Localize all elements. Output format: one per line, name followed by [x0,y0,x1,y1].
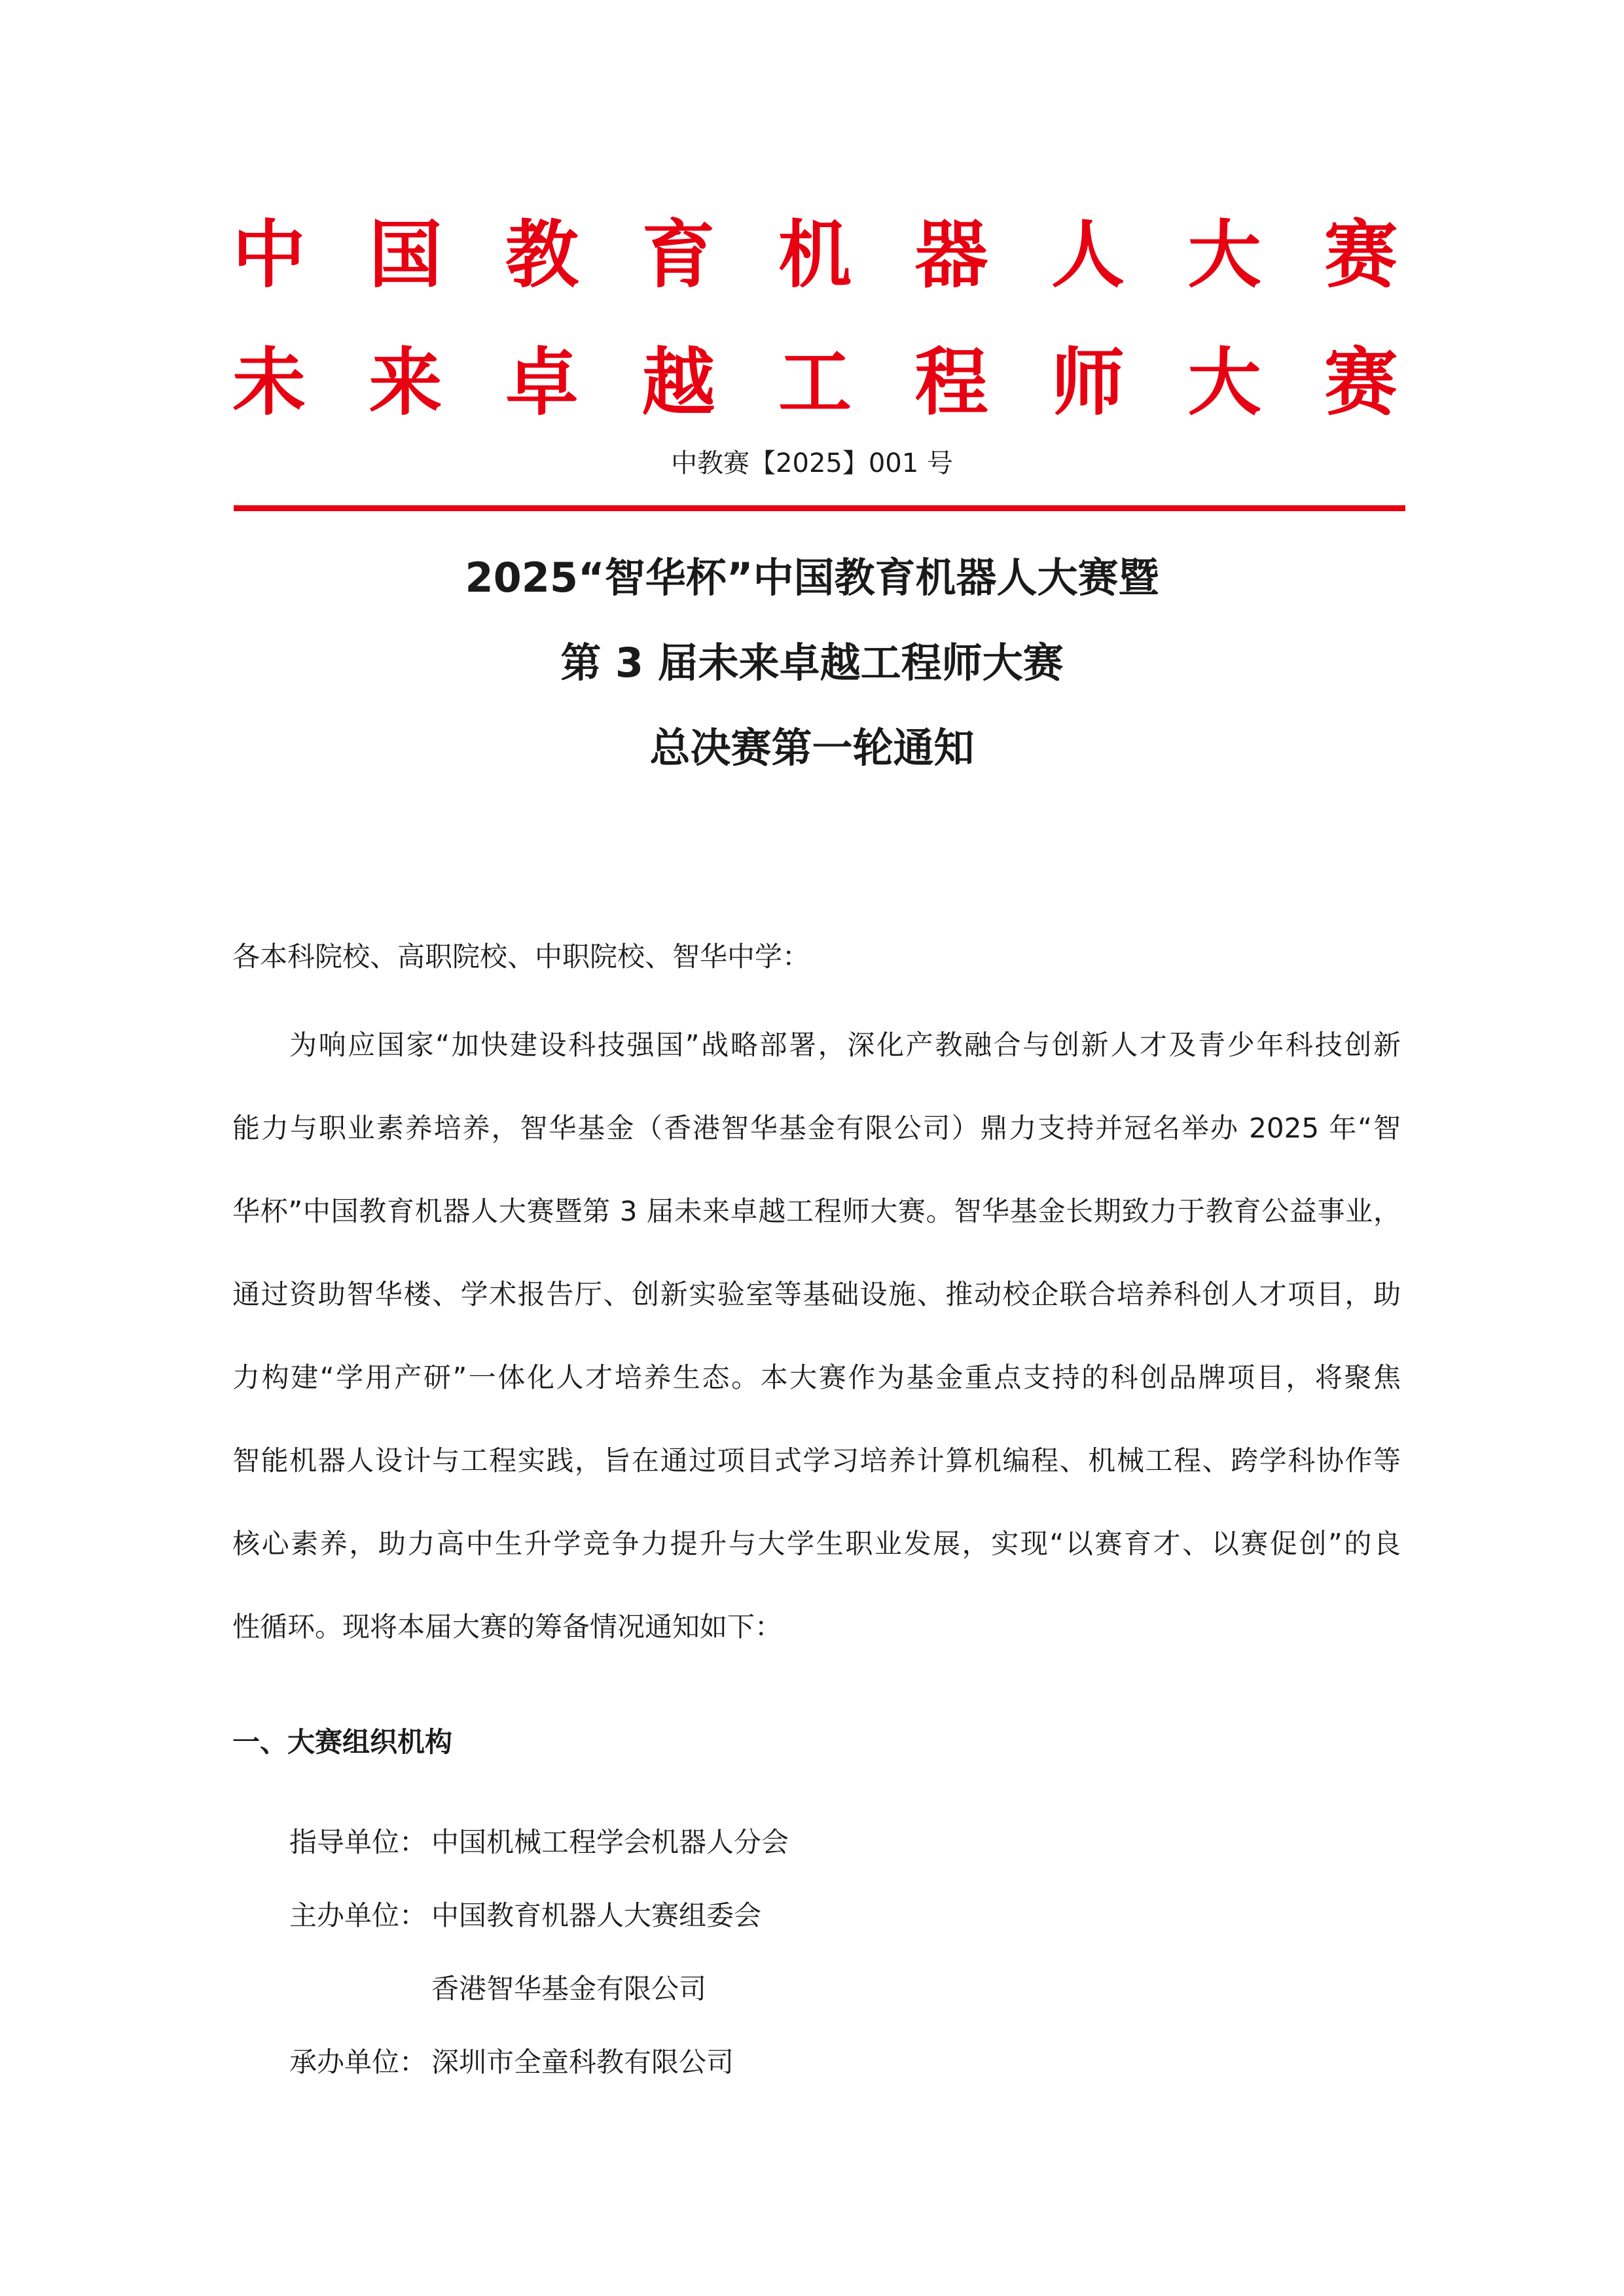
org-row-value: 香港智华基金有限公司 [431,1973,707,2005]
masthead-char: 越 [641,340,715,425]
paragraph-line: 通过资助智华楼、学术报告厅、创新实验室等基础设施、推动校企联合培养科创人才项目，助 [232,1278,1401,1310]
masthead-char: 大 [1187,340,1261,425]
masthead-char: 器 [914,213,988,298]
paragraph-line: 华杯”中国教育机器人大赛暨第 3 届未来卓越工程师大赛。智华基金长期致力于教育公益事业， [232,1195,1401,1227]
red-divider-rule [234,505,1405,511]
masthead-char: 赛 [1324,213,1398,298]
masthead-char: 未 [232,340,306,425]
document-number: 中教赛【2025】001 号 [671,448,953,478]
org-row-value: 深圳市全童科教有限公司 [431,2046,734,2078]
masthead-line-2 [232,331,1398,435]
paragraph-line: 力构建“学用产研”一体化人才培养生态。本大赛作为基金重点支持的科创品牌项目，将聚焦 [232,1361,1401,1393]
org-row-label: 主办单位： [289,1899,427,1931]
paragraph-line: 能力与职业素养培养，智华基金（香港智华基金有限公司）鼎力支持并冠名举办 2025 年“智 [232,1112,1401,1144]
masthead-char: 中 [232,213,306,298]
salutation: 各本科院校、高职院校、中职院校、智华中学： [232,941,810,973]
masthead-char: 赛 [1324,340,1398,425]
masthead-char: 机 [778,213,852,298]
paragraph-line: 核心素养，助力高中生升学竞争力提升与大学生职业发展，实现“以赛育才、以赛促创”的良 [232,1528,1401,1560]
title-line-2: 第 3 届未来卓越工程师大赛 [560,639,1064,687]
paragraph-line: 为响应国家“加快建设科技强国”战略部署，深化产教融合与创新人才及青少年科技创新 [289,1029,1401,1061]
masthead-char: 程 [914,340,988,425]
masthead-char: 育 [641,213,715,298]
masthead-char: 师 [1051,340,1125,425]
org-row-value: 中国机械工程学会机器人分会 [431,1826,789,1858]
masthead-char: 大 [1187,213,1261,298]
paragraph-line: 智能机器人设计与工程实践，旨在通过项目式学习培养计算机编程、机械工程、跨学科协作等 [232,1444,1401,1477]
org-row-label: 承办单位： [289,2046,427,2078]
org-row-value: 中国教育机器人大赛组委会 [431,1899,762,1931]
masthead-char: 来 [369,340,442,425]
masthead-line-1 [232,203,1398,308]
masthead-char: 教 [505,213,579,298]
masthead-char: 人 [1051,213,1125,298]
masthead-char: 国 [369,213,442,298]
section-heading-organization: 一、大赛组织机构 [232,1726,453,1758]
masthead-char: 工 [778,340,852,425]
title-line-3: 总决赛第一轮通知 [649,724,975,772]
masthead-char: 卓 [505,340,579,425]
title-line-1: 2025“智华杯”中国教育机器人大赛暨 [465,554,1159,601]
org-row-label: 指导单位： [289,1826,427,1858]
paragraph-line: 性循环。现将本届大赛的筹备情况通知如下： [232,1611,783,1643]
